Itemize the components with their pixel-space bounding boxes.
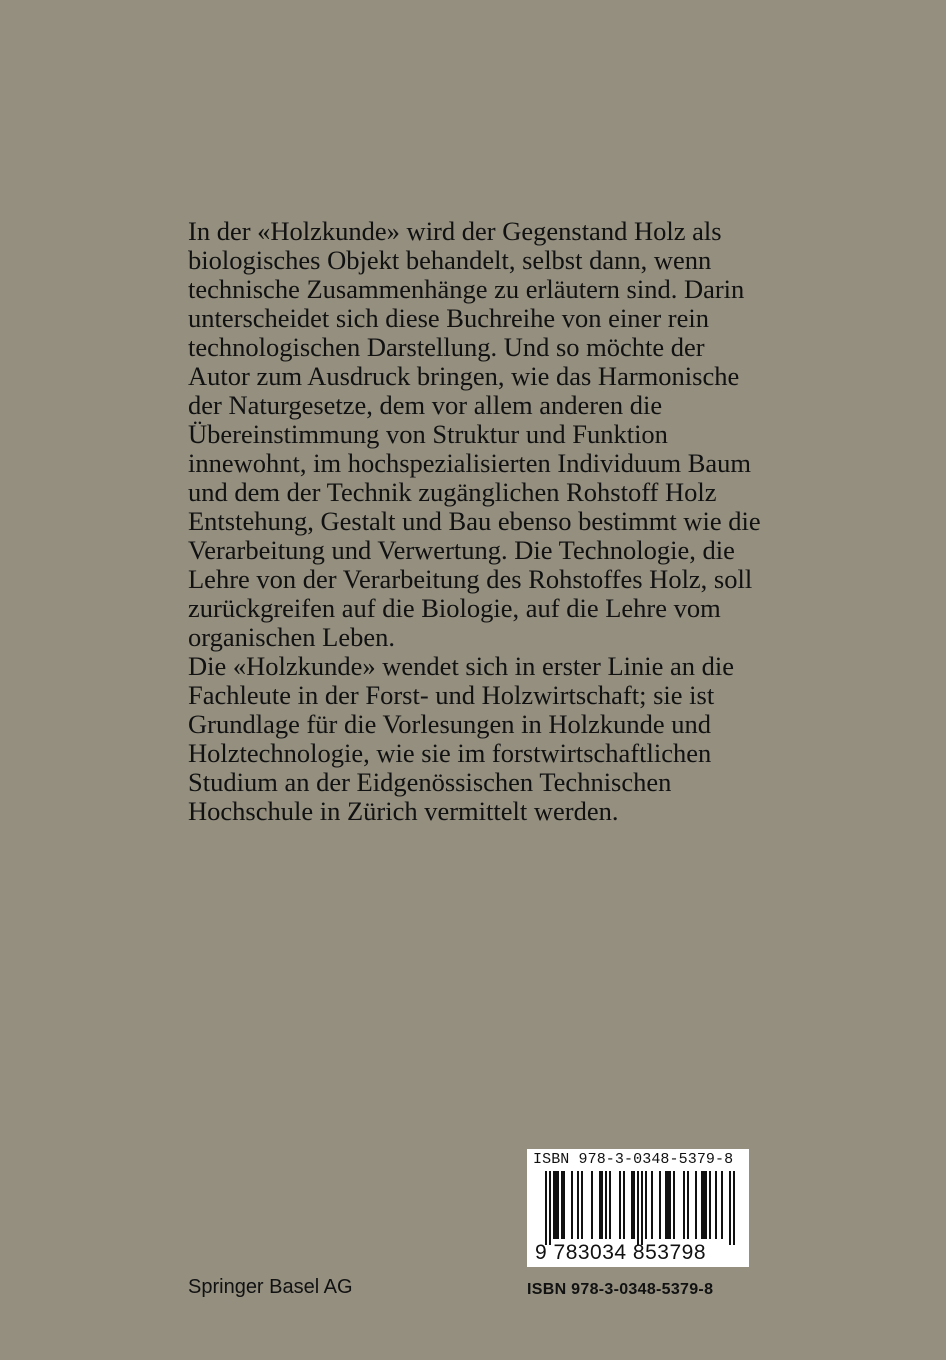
- barcode-bar: [645, 1171, 647, 1239]
- barcode-bar: [591, 1171, 593, 1239]
- barcode-bar: [715, 1171, 717, 1239]
- barcode-bar: [561, 1171, 563, 1239]
- barcode-bar: [659, 1171, 661, 1239]
- blurb-line: Holztechnologie, wie sie im forstwirtschaftlichen: [188, 738, 712, 768]
- blurb-line: Hochschule in Zürich vermittelt werden.: [188, 796, 619, 826]
- barcode-bar: [609, 1171, 611, 1239]
- blurb-line: zurückgreifen auf die Biologie, auf die Lehre vom: [188, 593, 721, 623]
- blurb-paragraph-1: [188, 217, 788, 652]
- barcode-bar: [619, 1171, 621, 1239]
- blurb-line: und dem der Technik zugänglichen Rohstoff Holz: [188, 477, 717, 507]
- barcode-isbn-label: ISBN 978-3-0348-5379-8: [533, 1151, 734, 1168]
- barcode-bar: [605, 1171, 607, 1239]
- blurb-line: technologischen Darstellung. Und so möchte der: [188, 332, 705, 362]
- blurb-line: Lehre von der Verarbeitung des Rohstoffes Holz, soll: [188, 564, 753, 594]
- barcode-bar: [651, 1171, 653, 1239]
- blurb-line: Entstehung, Gestalt und Bau ebenso bestimmt wie die: [188, 506, 761, 536]
- blurb-line: Studium an der Eidgenössischen Technischen: [188, 767, 672, 797]
- barcode-bar: [709, 1171, 711, 1239]
- blurb-line: der Naturgesetze, dem vor allem anderen die: [188, 390, 663, 420]
- barcode-guard-bar: [641, 1171, 643, 1245]
- barcode-bars: [527, 1169, 749, 1245]
- barcode-guard-bar: [549, 1171, 551, 1245]
- barcode-bar: [695, 1171, 697, 1239]
- blurb-line: Fachleute in der Forst- und Holzwirtschaft; sie ist: [188, 680, 715, 710]
- barcode-bar: [665, 1171, 667, 1239]
- blurb-line: Übereinstimmung von Struktur und Funktion: [188, 419, 668, 449]
- barcode-bar: [555, 1171, 557, 1239]
- blurb-line: biologisches Objekt behandelt, selbst dann, wenn: [188, 245, 712, 275]
- blurb-line: In der «Holzkunde» wird der Gegenstand Holz als: [188, 216, 722, 246]
- barcode-bar: [577, 1171, 579, 1239]
- barcode-bar: [703, 1171, 705, 1239]
- isbn-text: ISBN 978-3-0348-5379-8: [527, 1281, 714, 1298]
- blurb-paragraph-2: [188, 652, 788, 826]
- barcode-bar: [557, 1171, 559, 1239]
- blurb-line: technische Zusammenhänge zu erläutern sind. Darin: [188, 274, 745, 304]
- barcode-bar: [667, 1171, 669, 1239]
- barcode-bar: [705, 1171, 707, 1239]
- barcode-bar: [673, 1171, 675, 1239]
- barcode-bar: [633, 1171, 635, 1239]
- blurb-line: organischen Leben.: [188, 622, 396, 652]
- barcode-guard-bar: [637, 1171, 639, 1245]
- barcode-bar: [687, 1171, 689, 1239]
- barcode-bar: [599, 1171, 601, 1239]
- barcode-bar: [683, 1171, 685, 1239]
- barcode-bar: [571, 1171, 573, 1239]
- barcode-bar: [701, 1171, 703, 1239]
- barcode-bar: [721, 1171, 723, 1239]
- blurb-line: innewohnt, im hochspezialisierten Individuum Baum: [188, 448, 752, 478]
- barcode-bar: [581, 1171, 583, 1239]
- blurb-line: unterscheidet sich diese Buchreihe von einer rein: [188, 303, 709, 333]
- blurb-line: Grundlage für die Vorlesungen in Holzkunde und: [188, 709, 712, 739]
- barcode-bar: [601, 1171, 603, 1239]
- barcode-guard-bar: [545, 1171, 547, 1245]
- blurb-line: Autor zum Ausdruck bringen, wie das Harmonische: [188, 361, 740, 391]
- back-cover-blurb: [188, 217, 788, 826]
- barcode-bar: [631, 1171, 633, 1239]
- blurb-line: Verarbeitung und Verwertung. Die Technologie, die: [188, 535, 735, 565]
- barcode-bar: [563, 1171, 565, 1239]
- barcode-bar: [669, 1171, 671, 1239]
- barcode-guard-bar: [733, 1171, 735, 1245]
- barcode-bar: [623, 1171, 625, 1239]
- isbn-barcode: [527, 1149, 749, 1267]
- blurb-line: Die «Holzkunde» wendet sich in erster Linie an die: [188, 651, 735, 681]
- barcode-digits: 9 783034 853798: [535, 1241, 706, 1264]
- publisher-name: Springer Basel AG: [188, 1276, 353, 1298]
- barcode-bar: [553, 1171, 555, 1239]
- barcode-guard-bar: [729, 1171, 731, 1245]
